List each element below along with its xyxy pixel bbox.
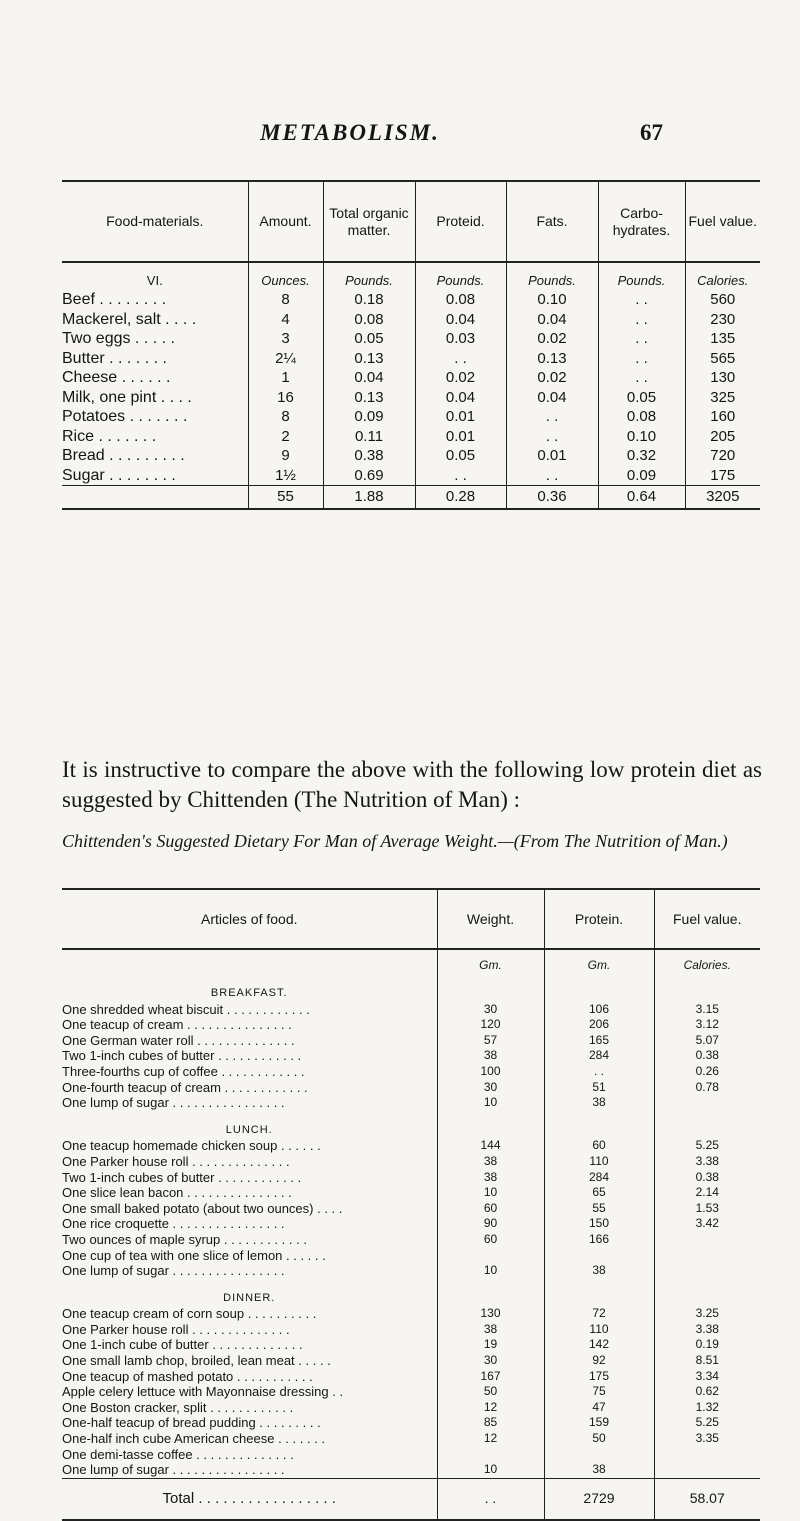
value-cell: 230	[685, 310, 760, 330]
total-cell: 3205	[685, 486, 760, 510]
value-cell: 0.04	[506, 388, 598, 408]
value-cell: 47	[544, 1400, 654, 1416]
food-name-cell: One 1-inch cube of butter . . . . . . . . . . . . .	[62, 1337, 303, 1353]
value-cell: 8	[248, 407, 323, 427]
value-cell: 60	[437, 1201, 544, 1217]
value-cell: 284	[544, 1048, 654, 1064]
value-cell: 0.10	[506, 290, 598, 310]
section-title: DINNER.	[223, 1291, 276, 1304]
food-name-cell: One demi-tasse coffee . . . . . . . . . . . . . .	[62, 1446, 294, 1462]
unit-cell: Ounces.	[248, 262, 323, 290]
table-row	[62, 1384, 760, 1400]
food-name-cell: Beef . . . . . . . .	[62, 291, 167, 308]
table-row	[62, 1263, 760, 1279]
value-cell: 2	[248, 427, 323, 447]
value-cell	[437, 1447, 544, 1463]
value-cell: 159	[544, 1415, 654, 1431]
value-cell: 0.19	[654, 1337, 760, 1353]
table-row	[62, 1138, 760, 1154]
value-cell: . .	[506, 427, 598, 447]
intro-paragraph: It is instructive to compare the above with the following low protein diet as suggested by Chittenden (The Nutrition of Man) :	[62, 757, 762, 812]
value-cell: 10	[437, 1462, 544, 1478]
table-row	[62, 1095, 760, 1111]
unit-cell: Pounds.	[598, 262, 685, 290]
total-cell: 1.88	[323, 486, 415, 510]
table-row	[62, 349, 760, 369]
value-cell: 65	[544, 1185, 654, 1201]
column-header: Fuel value.	[685, 181, 760, 262]
value-cell: 165	[544, 1033, 654, 1049]
food-name-cell: Two 1-inch cubes of butter . . . . . . . . . . . .	[62, 1048, 302, 1064]
unit-cell: Gm.	[437, 949, 544, 974]
value-cell: 0.09	[598, 466, 685, 486]
value-cell: 3.42	[654, 1216, 760, 1232]
value-cell: 90	[437, 1216, 544, 1232]
value-cell: 0.13	[323, 349, 415, 369]
food-name-cell: Two ounces of maple syrup . . . . . . . . . . . .	[62, 1231, 307, 1247]
column-header: Protein.	[544, 889, 654, 949]
value-cell: 0.02	[506, 329, 598, 349]
value-cell: 0.38	[654, 1170, 760, 1186]
total-row	[62, 486, 760, 510]
value-cell: . .	[598, 329, 685, 349]
value-cell: 38	[437, 1322, 544, 1338]
value-cell: 0.01	[415, 407, 506, 427]
table-row	[62, 1306, 760, 1322]
value-cell: 0.10	[598, 427, 685, 447]
value-cell: 130	[685, 368, 760, 388]
section-heading-row	[62, 1279, 760, 1307]
nutrition-table	[62, 180, 760, 510]
value-cell	[654, 1447, 760, 1463]
table-row	[62, 1322, 760, 1338]
table-row	[62, 1080, 760, 1096]
table-header-row	[62, 889, 760, 949]
value-cell: 5.25	[654, 1138, 760, 1154]
food-name-cell: One German water roll . . . . . . . . . . . . . .	[62, 1032, 295, 1048]
value-cell: . .	[506, 407, 598, 427]
value-cell: 130	[437, 1306, 544, 1322]
table-row	[62, 446, 760, 466]
value-cell: . .	[506, 466, 598, 486]
value-cell: . .	[598, 310, 685, 330]
value-cell: 0.11	[323, 427, 415, 447]
value-cell: 175	[544, 1369, 654, 1385]
food-name-cell: Cheese . . . . . .	[62, 369, 171, 386]
table-row	[62, 1353, 760, 1369]
total-cell: 58.07	[654, 1478, 760, 1520]
table-row	[62, 1017, 760, 1033]
food-name-cell: Rice . . . . . . .	[62, 427, 157, 445]
value-cell: 142	[544, 1337, 654, 1353]
empty-cell	[654, 1111, 760, 1139]
value-cell: 284	[544, 1170, 654, 1186]
value-cell: 10	[437, 1263, 544, 1279]
value-cell: 0.26	[654, 1064, 760, 1080]
value-cell: 0.01	[415, 427, 506, 447]
food-name-cell: One teacup of cream . . . . . . . . . . . . . . .	[62, 1017, 292, 1033]
value-cell: 120	[437, 1017, 544, 1033]
food-name-cell: One-half inch cube American cheese . . . . . . .	[62, 1431, 326, 1447]
value-cell: 8.51	[654, 1353, 760, 1369]
value-cell: 0.38	[323, 446, 415, 466]
value-cell: 0.38	[654, 1048, 760, 1064]
value-cell: 0.03	[415, 329, 506, 349]
value-cell: 1.53	[654, 1201, 760, 1217]
unit-cell: Calories.	[654, 949, 760, 974]
empty-cell	[437, 974, 544, 1002]
total-cell: 0.64	[598, 486, 685, 510]
value-cell: 19	[437, 1337, 544, 1353]
food-name-cell: One cup of tea with one slice of lemon . . . . . .	[62, 1247, 326, 1263]
value-cell: 1	[248, 368, 323, 388]
value-cell: 16	[248, 388, 323, 408]
food-name-cell: One teacup of mashed potato . . . . . . . . . . .	[62, 1368, 313, 1384]
food-name-cell: Butter . . . . . . .	[62, 349, 167, 367]
food-name-cell: One teacup cream of corn soup . . . . . . . . . .	[62, 1306, 317, 1322]
food-name-cell: Two eggs . . . . .	[62, 330, 175, 347]
column-header: Food-materials.	[106, 213, 204, 229]
value-cell: 0.02	[415, 368, 506, 388]
value-cell: 30	[437, 1002, 544, 1018]
value-cell: 3	[248, 329, 323, 349]
value-cell	[437, 1248, 544, 1264]
food-name-cell: One-half teacup of bread pudding . . . . . . . . .	[62, 1415, 321, 1431]
value-cell: 0.09	[323, 407, 415, 427]
value-cell: 3.12	[654, 1017, 760, 1033]
value-cell: . .	[544, 1064, 654, 1080]
table-row	[62, 1185, 760, 1201]
table-row	[62, 1048, 760, 1064]
table-row	[62, 1431, 760, 1447]
value-cell: 38	[437, 1048, 544, 1064]
value-cell	[544, 1447, 654, 1463]
empty-cell	[654, 974, 760, 1002]
food-name-cell: Bread . . . . . . . . .	[62, 447, 185, 464]
food-name-cell: One lump of sugar . . . . . . . . . . . . . . . .	[62, 1462, 285, 1478]
empty-cell	[544, 1279, 654, 1307]
value-cell: 2.14	[654, 1185, 760, 1201]
section-heading-row	[62, 974, 760, 1002]
page-number: 67	[640, 120, 663, 145]
value-cell: 160	[685, 407, 760, 427]
value-cell: 167	[437, 1369, 544, 1385]
value-cell: 38	[437, 1170, 544, 1186]
unit-cell	[62, 949, 437, 974]
column-header: Carbo-hydrates.	[598, 181, 685, 262]
food-name-cell: Mackerel, salt . . . .	[62, 310, 197, 328]
total-cell: 0.28	[415, 486, 506, 510]
value-cell: 38	[437, 1154, 544, 1170]
value-cell: 110	[544, 1322, 654, 1338]
value-cell: 0.13	[506, 349, 598, 369]
unit-cell: Pounds.	[415, 262, 506, 290]
value-cell: 0.02	[506, 368, 598, 388]
value-cell	[654, 1462, 760, 1478]
value-cell: 3.38	[654, 1154, 760, 1170]
value-cell: 0.08	[598, 407, 685, 427]
empty-cell	[544, 1111, 654, 1139]
table-row	[62, 368, 760, 388]
unit-cell: Gm.	[544, 949, 654, 974]
value-cell: 100	[437, 1064, 544, 1080]
table-row	[62, 1415, 760, 1431]
food-name-cell: Sugar . . . . . . . .	[62, 466, 176, 484]
value-cell: 106	[544, 1002, 654, 1018]
table-row	[62, 1462, 760, 1478]
table-row	[62, 1248, 760, 1264]
value-cell: 0.13	[323, 388, 415, 408]
running-head: METABOLISM.	[260, 120, 440, 145]
table-row	[62, 1369, 760, 1385]
value-cell: 4	[248, 310, 323, 330]
value-cell: 0.05	[323, 329, 415, 349]
value-cell: 2¼	[248, 349, 323, 369]
value-cell: 0.69	[323, 466, 415, 486]
value-cell: 166	[544, 1232, 654, 1248]
total-cell: 55	[248, 486, 323, 510]
column-header: Fats.	[506, 181, 598, 262]
food-name-cell: One small baked potato (about two ounces) . . . .	[62, 1200, 343, 1216]
column-header: Total organic matter.	[323, 181, 415, 262]
total-cell: 0.36	[506, 486, 598, 510]
table-row	[62, 1154, 760, 1170]
value-cell: 57	[437, 1033, 544, 1049]
value-cell: 206	[544, 1017, 654, 1033]
value-cell: 1.32	[654, 1400, 760, 1416]
table-row	[62, 1232, 760, 1248]
food-name-cell: One Parker house roll . . . . . . . . . . . . . .	[62, 1153, 290, 1169]
value-cell: 0.04	[415, 388, 506, 408]
value-cell: 0.05	[598, 388, 685, 408]
total-cell: 2729	[544, 1478, 654, 1520]
value-cell: 75	[544, 1384, 654, 1400]
food-name-cell: One rice croquette . . . . . . . . . . . . . . . .	[62, 1216, 285, 1232]
value-cell: 3.34	[654, 1369, 760, 1385]
value-cell: 0.01	[506, 446, 598, 466]
value-cell: 38	[544, 1462, 654, 1478]
value-cell: 565	[685, 349, 760, 369]
section-heading-row	[62, 1111, 760, 1139]
empty-cell	[437, 1111, 544, 1139]
value-cell: 60	[544, 1138, 654, 1154]
column-header: Articles of food.	[201, 911, 298, 927]
value-cell: 60	[437, 1232, 544, 1248]
food-name-cell: One lump of sugar . . . . . . . . . . . . . . . .	[62, 1263, 285, 1279]
table-row	[62, 1033, 760, 1049]
food-name-cell: Two 1-inch cubes of butter . . . . . . . . . . . .	[62, 1169, 302, 1185]
column-header: Amount.	[248, 181, 323, 262]
value-cell: 51	[544, 1080, 654, 1096]
units-row	[62, 949, 760, 974]
value-cell: 12	[437, 1400, 544, 1416]
unit-cell: Calories.	[685, 262, 760, 290]
table-row	[62, 1400, 760, 1416]
value-cell: 0.08	[323, 310, 415, 330]
table-row	[62, 1201, 760, 1217]
food-name-cell: One Parker house roll . . . . . . . . . . . . . .	[62, 1321, 290, 1337]
table-row	[62, 290, 760, 310]
value-cell: 110	[544, 1154, 654, 1170]
table-row	[62, 1170, 760, 1186]
table-header-row	[62, 181, 760, 262]
column-header: Proteid.	[415, 181, 506, 262]
value-cell: 0.18	[323, 290, 415, 310]
food-name-cell: Potatoes . . . . . . .	[62, 408, 188, 425]
total-row	[62, 1478, 760, 1520]
value-cell: . .	[598, 290, 685, 310]
value-cell: 10	[437, 1185, 544, 1201]
section-title: LUNCH.	[225, 1123, 273, 1136]
table-row	[62, 1337, 760, 1353]
food-name-cell: One shredded wheat biscuit . . . . . . . . . . . .	[62, 1001, 310, 1017]
value-cell: 144	[437, 1138, 544, 1154]
section-title: BREAKFAST.	[210, 987, 288, 999]
value-cell: 10	[437, 1095, 544, 1111]
food-name-cell: One lump of sugar . . . . . . . . . . . . . . . .	[62, 1095, 285, 1111]
units-row	[62, 262, 760, 290]
total-cell: Total . . . . . . . . . . . . . . . . .	[162, 1490, 336, 1508]
value-cell	[544, 1248, 654, 1264]
value-cell	[654, 1095, 760, 1111]
value-cell: 5.25	[654, 1415, 760, 1431]
value-cell: 3.15	[654, 1002, 760, 1018]
food-name-cell: One small lamb chop, broiled, lean meat . . . . .	[62, 1353, 331, 1369]
value-cell: 50	[544, 1431, 654, 1447]
value-cell: 1½	[248, 466, 323, 486]
food-name-cell: Three-fourths cup of coffee . . . . . . . . . . . .	[62, 1063, 305, 1079]
value-cell: 135	[685, 329, 760, 349]
value-cell: 38	[544, 1095, 654, 1111]
unit-cell: VI.	[146, 272, 163, 288]
value-cell: 0.04	[506, 310, 598, 330]
unit-cell: Pounds.	[323, 262, 415, 290]
value-cell: 5.07	[654, 1033, 760, 1049]
food-name-cell: One teacup homemade chicken soup . . . . . .	[62, 1138, 321, 1154]
table-row	[62, 1064, 760, 1080]
value-cell: 0.32	[598, 446, 685, 466]
value-cell: . .	[598, 368, 685, 388]
empty-cell	[544, 974, 654, 1002]
value-cell: 0.62	[654, 1384, 760, 1400]
value-cell: 85	[437, 1415, 544, 1431]
value-cell: 0.08	[415, 290, 506, 310]
value-cell	[654, 1232, 760, 1248]
value-cell: 50	[437, 1384, 544, 1400]
value-cell: 560	[685, 290, 760, 310]
value-cell: . .	[598, 349, 685, 369]
value-cell: 30	[437, 1353, 544, 1369]
food-name-cell: One slice lean bacon . . . . . . . . . . . . . . .	[62, 1185, 292, 1201]
value-cell: 0.05	[415, 446, 506, 466]
value-cell: 3.38	[654, 1322, 760, 1338]
value-cell: 12	[437, 1431, 544, 1447]
value-cell: 0.04	[415, 310, 506, 330]
table-row	[62, 466, 760, 486]
value-cell: 30	[437, 1080, 544, 1096]
value-cell: 72	[544, 1306, 654, 1322]
column-header: Weight.	[437, 889, 544, 949]
value-cell: 3.35	[654, 1431, 760, 1447]
column-header: Fuel value.	[654, 889, 760, 949]
value-cell: 0.04	[323, 368, 415, 388]
unit-cell: Pounds.	[506, 262, 598, 290]
table-row	[62, 407, 760, 427]
total-cell: . .	[437, 1478, 544, 1520]
food-name-cell: One Boston cracker, split . . . . . . . . . . . .	[62, 1399, 294, 1415]
value-cell: 0.78	[654, 1080, 760, 1096]
value-cell: 9	[248, 446, 323, 466]
value-cell: 175	[685, 466, 760, 486]
value-cell: 55	[544, 1201, 654, 1217]
value-cell: . .	[415, 466, 506, 486]
table-row	[62, 329, 760, 349]
value-cell	[654, 1248, 760, 1264]
empty-cell	[437, 1279, 544, 1307]
value-cell: 3.25	[654, 1306, 760, 1322]
value-cell	[654, 1263, 760, 1279]
table-row	[62, 1447, 760, 1463]
page-header	[0, 120, 800, 150]
table-caption: Chittenden's Suggested Dietary For Man of Average Weight.—(From The Nutrition of Man.)	[62, 831, 728, 851]
table-row	[62, 427, 760, 447]
food-name-cell: Milk, one pint . . . .	[62, 388, 192, 406]
total-cell	[62, 486, 248, 510]
table-row	[62, 1216, 760, 1232]
value-cell: 720	[685, 446, 760, 466]
value-cell: 8	[248, 290, 323, 310]
dietary-table	[62, 888, 760, 1521]
value-cell: 205	[685, 427, 760, 447]
value-cell: 38	[544, 1263, 654, 1279]
food-name-cell: Apple celery lettuce with Mayonnaise dressing . .	[62, 1384, 344, 1400]
value-cell: 92	[544, 1353, 654, 1369]
value-cell: 150	[544, 1216, 654, 1232]
empty-cell	[654, 1279, 760, 1307]
value-cell: 325	[685, 388, 760, 408]
table-row	[62, 388, 760, 408]
table-row	[62, 1002, 760, 1018]
value-cell: . .	[415, 349, 506, 369]
food-name-cell: One-fourth teacup of cream . . . . . . . . . . . .	[62, 1079, 308, 1095]
table-row	[62, 310, 760, 330]
